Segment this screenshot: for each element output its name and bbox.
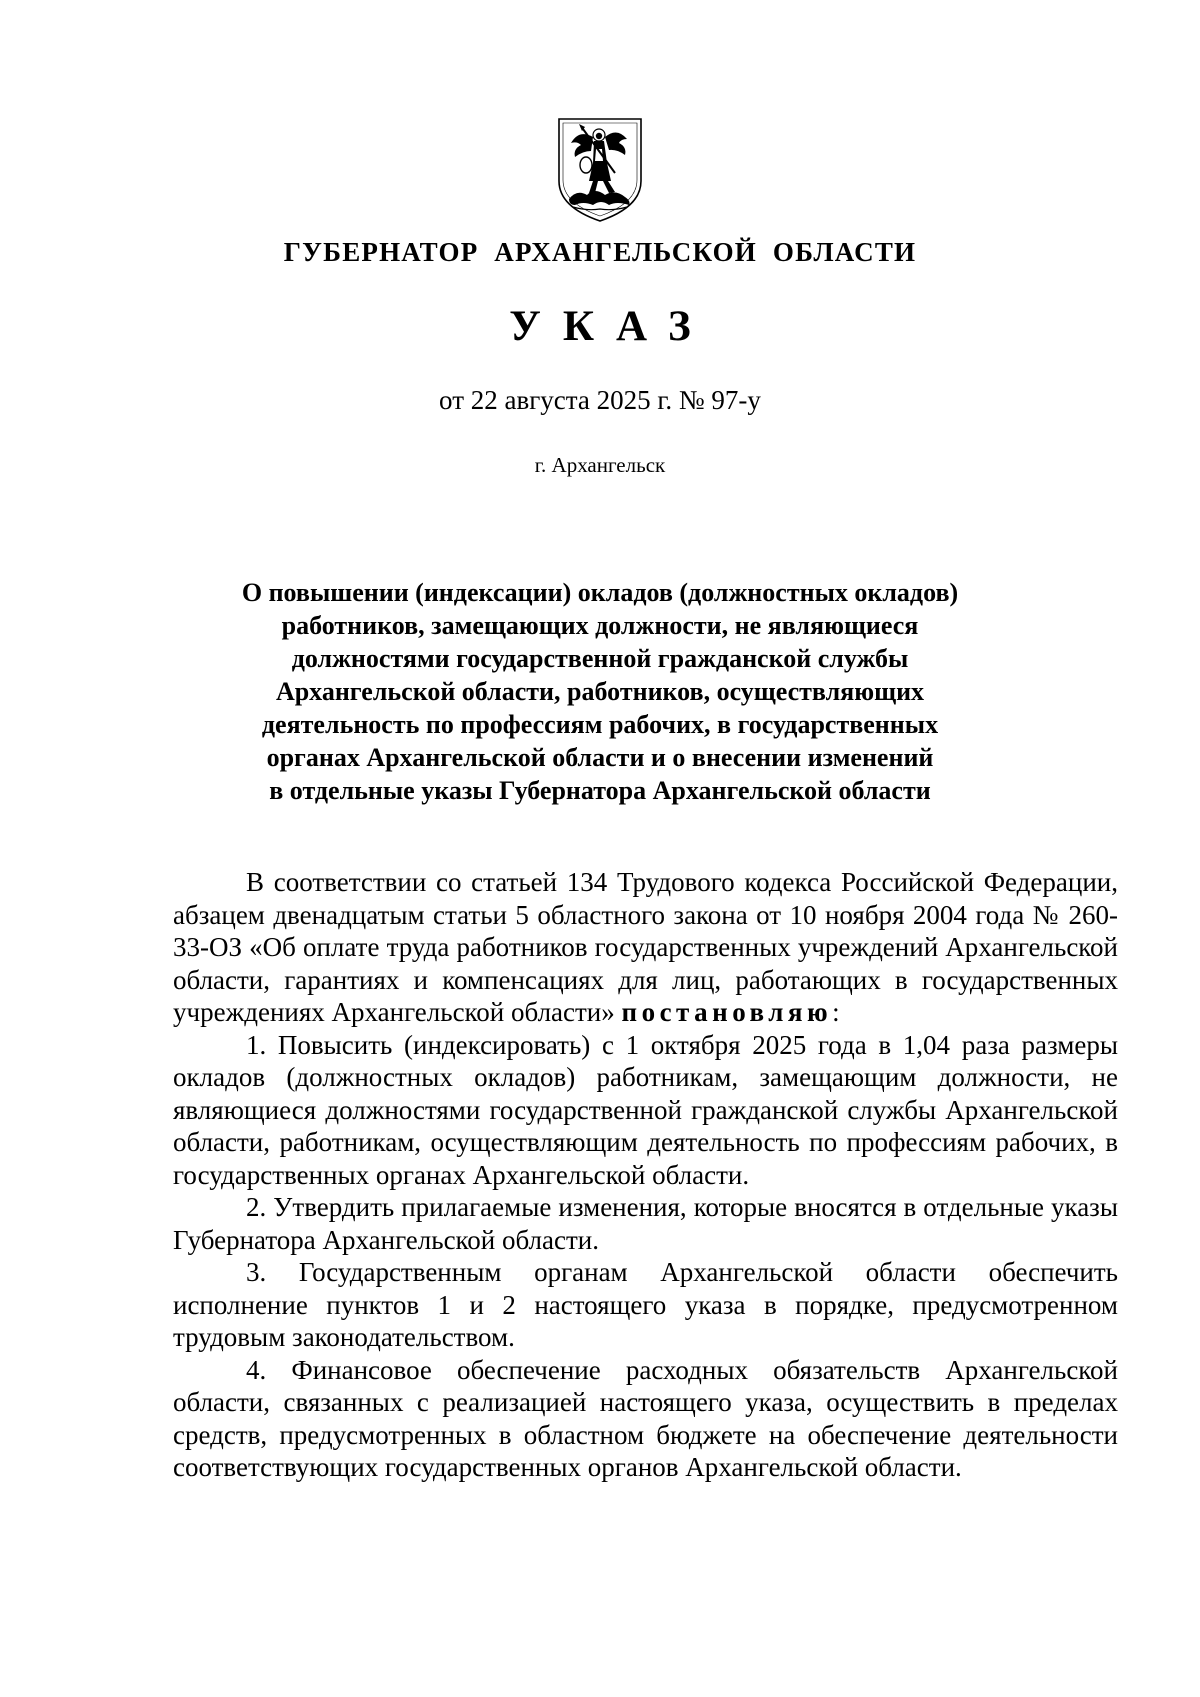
issuing-authority: ГУБЕРНАТОР АРХАНГЕЛЬСКОЙ ОБЛАСТИ: [283, 237, 917, 267]
document-date-number: от 22 августа 2025 г. № 97-у: [439, 385, 761, 415]
decree-item-4: 4. Финансовое обеспечение расходных обязательств Архангельской области, связанных с реализацией настоящего указа, осуществить в пределах средств, предусмотренных в областном бюджете на обеспечение деятельности соответствующих государственных органов Архангельской области.: [173, 1354, 1118, 1482]
decree-colon: :: [832, 997, 840, 1027]
title-line: в отдельные указы Губернатора Архангельской области: [269, 776, 931, 805]
preamble-text: В соответствии со статьей 134 Трудового кодекса Российской Федерации, абзацем двенадцатым статьи 5 областного закона от 10 ноября 2004 года № 260-33-ОЗ «Об оплате труда работников государственных учреждений Архангельской области, гарантиях и компенсациях для лиц, работающих в государственных учреждениях Архангельской области»: [173, 867, 1118, 1027]
title-line: органах Архангельской области и о внесении изменений: [266, 743, 934, 772]
decree-item-2: 2. Утвердить прилагаемые изменения, которые вносятся в отдельные указы Губернатора Архангельской области.: [173, 1192, 1118, 1255]
document-title: [200, 576, 1000, 807]
decree-word: постановляю: [621, 997, 833, 1027]
arkhangelsk-coat-of-arms-icon: [553, 115, 647, 225]
coat-of-arms-emblem: [553, 115, 647, 225]
document-body: [173, 866, 1118, 1484]
decree-item-3: 3. Государственным органам Архангельской области обеспечить исполнение пунктов 1 и 2 настоящего указа в порядке, предусмотренном трудовым законодательством.: [173, 1257, 1118, 1352]
title-line: работников, замещающих должности, не являющиеся: [281, 611, 919, 640]
title-line: О повышении (индексации) окладов (должностных окладов): [241, 578, 959, 607]
document-type: УКАЗ: [509, 303, 713, 350]
title-line: Архангельской области, работников, осуществляющих: [275, 677, 925, 706]
title-line: должностями государственной гражданской службы: [291, 644, 909, 673]
preamble-paragraph: [173, 866, 1118, 1029]
document-place: г. Архангельск: [534, 453, 666, 477]
title-line: деятельность по профессиям рабочих, в государственных: [261, 710, 939, 739]
decree-item-1: 1. Повысить (индексировать) с 1 октября 2025 года в 1,04 раза размеры окладов (должностных окладов) работникам, замещающим должности, не являющиеся должностями государственной гражданской службы Архангельской области, работникам, осуществляющим деятельность по профессиям рабочих, в государственных органах Архангельской области.: [173, 1029, 1118, 1190]
